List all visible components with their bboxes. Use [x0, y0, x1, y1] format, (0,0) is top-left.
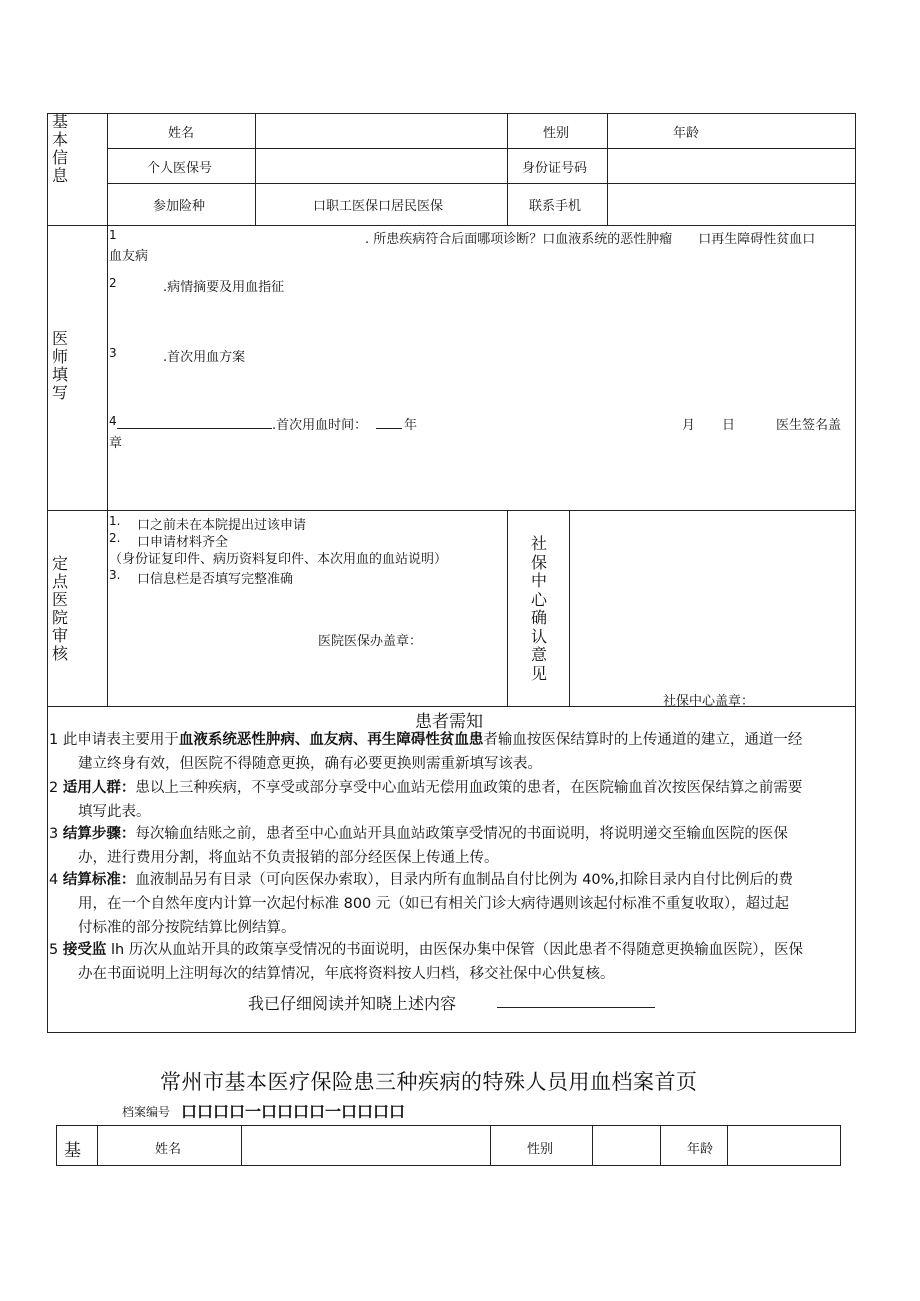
- q1-question-cont: 血友病: [109, 249, 149, 264]
- doctor-signature-cont: 章: [109, 436, 123, 451]
- archive-age-field[interactable]: [729, 1127, 838, 1164]
- hospital-review-section-label: 定 点 医 院 审 核: [51, 554, 68, 663]
- basic-info-section-label: 基 本 信 息: [51, 112, 68, 185]
- q4-month: 月: [682, 418, 696, 433]
- archive-number-boxes[interactable]: 口口口口一口口口口一口口口口: [181, 1102, 406, 1121]
- q4-year-blank[interactable]: [376, 428, 402, 429]
- notice-item-4: 4 结算标准：血液制品另有目录（可向医保办索取），目录内所有血制品自付比例为 40%,扣除目录内自付比例后的费: [49, 872, 794, 888]
- q3-label: .首次用血方案: [163, 350, 246, 365]
- age-label: 年龄: [673, 126, 700, 141]
- review-item-1-number: 1.: [109, 514, 121, 528]
- q1-number: 1: [109, 228, 117, 242]
- social-security-stamp-label: 社保中心盖章：: [663, 694, 755, 709]
- id-number-field[interactable]: [609, 150, 853, 181]
- notice-item-3-cont: 办，进行费用分割，将血站不负责报销的部分经医保上传通上传。: [78, 850, 499, 866]
- q4-year: 年: [404, 418, 418, 433]
- name-label: 姓名: [168, 126, 195, 141]
- notice-item-2: 2 适用人群：患以上三种疾病，不享受或部分享受中心血站无偿用血政策的患者，在医院输血首次按医保结算之前需要: [49, 780, 803, 796]
- read-confirmation-signature-line[interactable]: [497, 1007, 655, 1008]
- notice-title: 患者需知: [415, 712, 483, 732]
- notice-item-3: 3 结算步骤：每次输血结账之前，患者至中心血站开具血站政策享受情况的书面说明，将说明递交至输血医院的医保: [49, 826, 788, 842]
- archive-name-label: 姓名: [155, 1142, 182, 1157]
- review-item-3[interactable]: 口信息栏是否填写完整准确: [137, 572, 294, 587]
- insurance-no-label: 个人医保号: [147, 161, 213, 176]
- q4-day: 日: [722, 418, 736, 433]
- notice-item-4-cont: 用，在一个自然年度内计算一次起付标准 800 元（如已有相关门诊大病待遇则该起付标准不重复收取），超过起: [78, 896, 790, 912]
- archive-section-label: 基: [64, 1141, 81, 1161]
- q4-blank-line[interactable]: [117, 428, 272, 429]
- archive-number-label: 档案编号: [122, 1105, 171, 1119]
- phone-label: 联系手机: [529, 199, 582, 214]
- social-security-opinion-field[interactable]: [571, 512, 853, 684]
- q2-label: .病情摘要及用血指征: [163, 280, 285, 295]
- insurance-type-options[interactable]: 口职工医保口居民医保: [313, 199, 444, 214]
- notice-item-1-cont: 建立终身有效，但医院不得随意更换，确有必要更换则需重新填写该表。: [78, 756, 542, 772]
- insurance-type-label: 参加险种: [153, 199, 206, 214]
- hospital-stamp-label: 医院医保办盖章：: [318, 634, 423, 649]
- archive-name-field[interactable]: [243, 1127, 488, 1164]
- read-confirmation-label: 我已仔细阅读并知晓上述内容: [248, 994, 457, 1013]
- q4-number: 4: [109, 414, 117, 428]
- notice-item-4-cont2: 付标准的部分按院结算比例结算。: [78, 920, 296, 936]
- q2-number: 2: [109, 276, 117, 290]
- notice-item-5-cont: 办在书面说明上注明每次的结算情况，年底将资料按人归档，移交社保中心供复核。: [78, 966, 615, 982]
- archive-age-label: 年龄: [687, 1142, 714, 1157]
- archive-gender-field[interactable]: [594, 1127, 658, 1164]
- notice-item-5: 5 接受监 lh 历次从血站开具的政策享受情况的书面说明，由医保办集中保管（因此患者不得随意更换输血医院），医保: [49, 942, 804, 958]
- review-item-2-note: （身份证复印件、病历资料复印件、本次用血的血站说明）: [109, 552, 448, 567]
- review-item-3-number: 3.: [109, 568, 121, 582]
- q1-question[interactable]: . 所患疾病符合后面哪项诊断？口血液系统的恶性肿瘤 口再生障碍性贫血口: [365, 232, 816, 247]
- insurance-no-field[interactable]: [257, 150, 505, 181]
- name-field[interactable]: [257, 115, 505, 146]
- review-item-2-number: 2.: [109, 531, 121, 545]
- q3-number: 3: [109, 346, 117, 360]
- q4-label: .首次用血时间：: [272, 418, 368, 433]
- review-item-2[interactable]: 口申请材料齐全: [137, 535, 229, 550]
- id-number-label: 身份证号码: [522, 161, 588, 176]
- notice-item-2-cont: 填写此表。: [78, 804, 151, 820]
- phone-field[interactable]: [609, 185, 853, 223]
- social-security-section-label: 社 保 中 心 确 认 意 见: [530, 534, 547, 683]
- doctor-signature-label: 医生签名盖: [776, 418, 842, 433]
- doctor-section-label: 医 师 填 写: [51, 329, 68, 402]
- review-item-1[interactable]: 口之前未在本院提出过该申请: [137, 518, 307, 533]
- archive-gender-label: 性别: [527, 1142, 554, 1157]
- notice-item-1: 1 此申请表主要用于血液系统恶性肿病、血友病、再生障碍性贫血患者输血按医保结算时的上传通道的建立，通道一经: [49, 732, 803, 748]
- archive-page-title: 常州市基本医疗保险患三种疾病的特殊人员用血档案首页: [160, 1070, 698, 1094]
- gender-label: 性别: [543, 126, 570, 141]
